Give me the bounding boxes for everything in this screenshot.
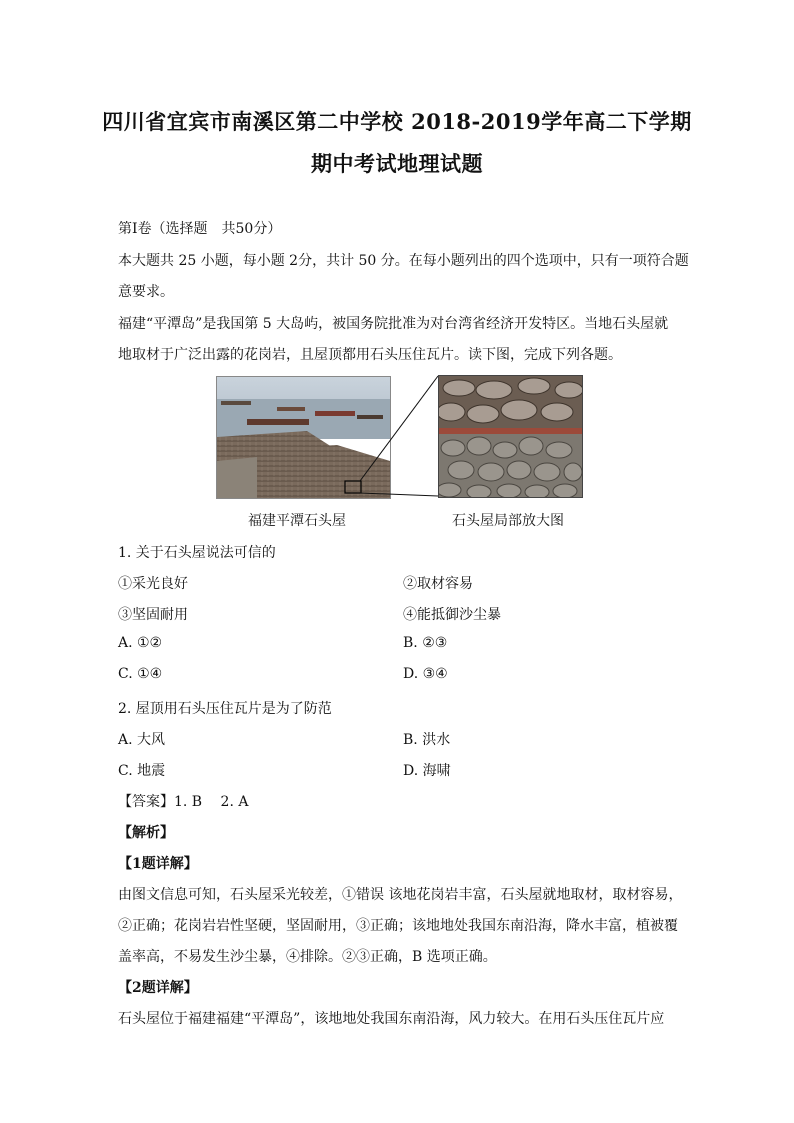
- figure-caption-right: 石头屋局部放大图: [452, 513, 564, 529]
- detail-2-line-1: 石头屋位于福建福建“平潭岛”，该地地处我国东南沿海，风力较大。在用石头压住瓦片应: [118, 1011, 665, 1027]
- answer-line: 【答案】1. B 2. A: [118, 794, 249, 810]
- instructions-line-2: 意要求。: [118, 284, 174, 300]
- question-2-option-a: A. 大风: [118, 732, 166, 748]
- figure-caption-left: 福建平潭石头屋: [248, 513, 346, 529]
- stone-roof-closeup-photo: [438, 375, 583, 498]
- detail-1-line-2: ②正确；花岗岩岩性坚硬，坚固耐用，③正确；该地地处我国东南沿海，降水丰富，植被覆: [118, 918, 678, 934]
- detail-1-line-1: 由图文信息可知，石头屋采光较差，①错误 该地花岗岩丰富，石头屋就地取材，取材容易，: [118, 887, 683, 903]
- passage-line-1: 福建“平潭岛”是我国第 5 大岛屿，被国务院批准为对台湾省经济开发特区。当地石头屋就: [118, 316, 669, 332]
- question-1-stem: 1. 关于石头屋说法可信的: [118, 545, 276, 561]
- detail-1-header: 【1题详解】: [118, 856, 198, 872]
- question-1-statement-2: ②取材容易: [403, 576, 473, 592]
- analysis-header: 【解析】: [118, 825, 174, 841]
- section-header: 第Ⅰ卷（选择题 共50分）: [118, 221, 282, 237]
- question-1-option-b: B. ②③: [403, 635, 448, 651]
- instructions-line-1: 本大题共 25 小题，每小题 2分，共计 50 分。在每小题列出的四个选项中，只有一项符合题: [118, 253, 689, 269]
- question-1-statement-3: ③坚固耐用: [118, 607, 188, 623]
- question-1-option-c: C. ①④: [118, 666, 163, 682]
- page-title-line-2: 期中考试地理试题: [311, 151, 483, 176]
- question-1-option-a: A. ①②: [118, 635, 163, 651]
- detail-1-line-3: 盖率高，不易发生沙尘暴，④排除。②③正确，B 选项正确。: [118, 949, 497, 965]
- question-2-option-d: D. 海啸: [403, 763, 451, 779]
- question-2-option-b: B. 洪水: [403, 732, 451, 748]
- question-1-statement-4: ④能抵御沙尘暴: [403, 607, 501, 623]
- question-2-stem: 2. 屋顶用石头压住瓦片是为了防范: [118, 701, 332, 717]
- page-title-line-1: 四川省宜宾市南溪区第二中学校 2018-2019学年高二下学期: [102, 109, 692, 134]
- detail-2-header: 【2题详解】: [118, 980, 198, 996]
- passage-line-2: 地取材于广泛出露的花岗岩，且屋顶都用石头压住瓦片。读下图，完成下列各题。: [118, 347, 622, 363]
- question-2-option-c: C. 地震: [118, 763, 166, 779]
- question-1-option-d: D. ③④: [403, 666, 448, 682]
- question-1-statement-1: ①采光良好: [118, 576, 188, 592]
